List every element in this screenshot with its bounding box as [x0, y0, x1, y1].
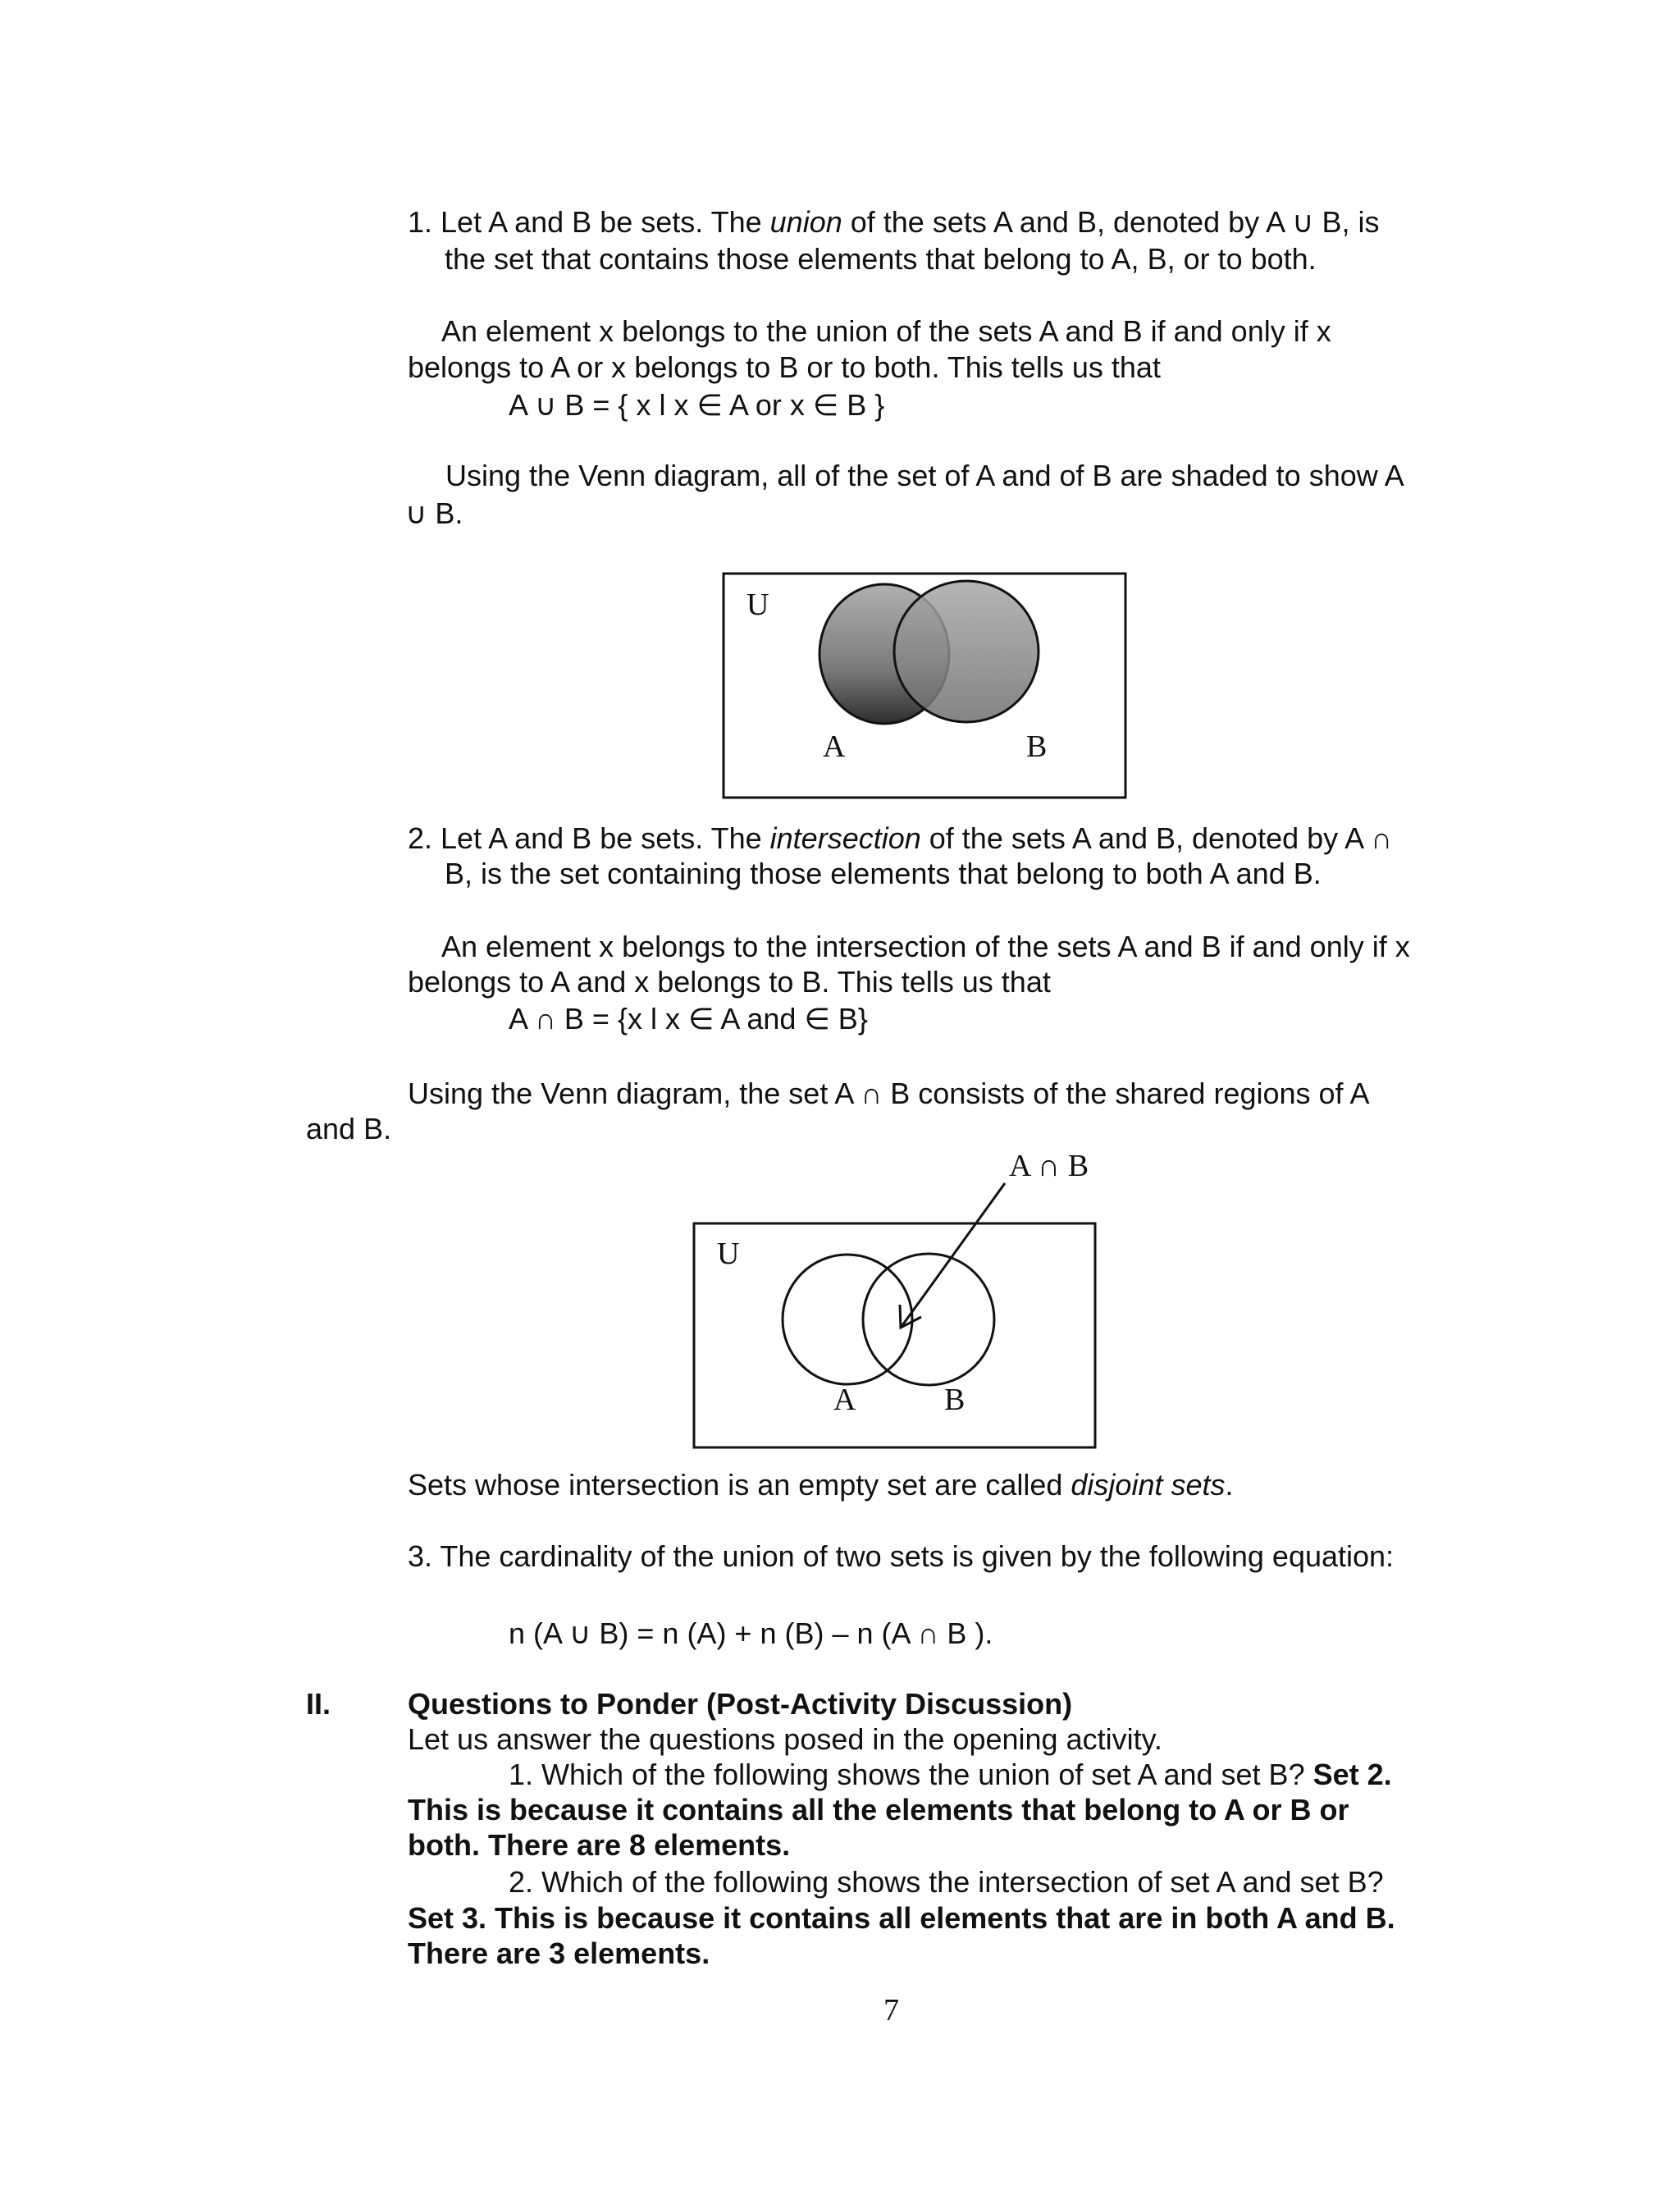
set-b-circle — [894, 581, 1039, 722]
union-membership-line2: belongs to A or x belongs to B or to both. This tells us that — [408, 350, 1161, 384]
intersection-venn-diagram — [689, 1141, 1099, 1452]
intersection-venn-caption-line2: and B. — [306, 1112, 392, 1145]
union-definition-line2: the set that contains those elements that belong to A, B, or to both. — [445, 242, 1317, 276]
question-2: 2. Which of the following shows the intersection of set A and set B? — [509, 1865, 1384, 1899]
union-membership-line1: An element x belongs to the union of the sets A and B if and only if x — [441, 314, 1331, 348]
union-term: union — [769, 205, 842, 239]
set-a-label: A — [833, 1383, 856, 1417]
union-formula: A ∪ B = { x l x ∈ A or x ∈ B } — [509, 388, 885, 422]
question-2-answer-line2: There are 3 elements. — [408, 1936, 710, 1970]
cardinality-statement: 3. The cardinality of the union of two sets is given by the following equation: — [408, 1539, 1395, 1573]
union-venn-caption-line2: ∪ B. — [405, 496, 463, 530]
disjoint-sets-sentence — [408, 1467, 1234, 1503]
intersection-def-text-end: of the sets A and B, denoted by A ∩ — [920, 821, 1393, 855]
universe-label: U — [717, 1237, 740, 1271]
intersection-def-text: 2. Let A and B be sets. The — [408, 821, 770, 855]
universe-box — [694, 1223, 1095, 1447]
intersection-definition-line1 — [408, 821, 1392, 857]
set-b-label: B — [944, 1383, 966, 1417]
set-b-label: B — [1026, 729, 1048, 764]
union-def-text: 1. Let A and B be sets. The — [408, 205, 770, 239]
disjoint-text: Sets whose intersection is an empty set are called — [408, 1468, 1071, 1502]
section-ii-intro: Let us answer the questions posed in the opening activity. — [408, 1722, 1162, 1756]
intersection-formula: A ∩ B = {x l x ∈ A and ∈ B} — [509, 1002, 868, 1036]
question-1 — [509, 1757, 1392, 1793]
intersection-membership-line1: An element x belongs to the intersection of the sets A and B if and only if x — [441, 930, 1410, 963]
question-1-text: 1. Which of the following shows the union of set A and set B? — [509, 1758, 1313, 1791]
question-1-answer-start: Set 2. — [1312, 1758, 1392, 1791]
union-definition-line1 — [408, 204, 1380, 240]
question-2-answer-line1: Set 3. This is because it contains all elements that are in both A and B. — [408, 1901, 1395, 1935]
question-1-answer-line2: This is because it contains all the elements that belong to A or B or — [408, 1793, 1349, 1827]
intersection-definition-line2: B, is the set containing those elements that belong to both A and B. — [445, 857, 1322, 890]
disjoint-term: disjoint sets — [1071, 1468, 1226, 1502]
section-ii-numeral: II. — [306, 1687, 331, 1721]
union-venn-diagram — [722, 572, 1128, 800]
question-1-answer-line3: both. There are 8 elements. — [408, 1828, 791, 1862]
page-number: 7 — [883, 1993, 899, 2028]
disjoint-period: . — [1225, 1468, 1234, 1502]
intersection-venn-caption-line1: Using the Venn diagram, the set A ∩ B consists of the shared regions of A — [408, 1077, 1370, 1110]
union-def-text-end: of the sets A and B, denoted by A ∪ B, is — [842, 205, 1380, 239]
intersection-callout-label: A ∩ B — [1009, 1149, 1089, 1183]
intersection-membership-line2: belongs to A and x belongs to B. This tells us that — [408, 965, 1051, 999]
intersection-term: intersection — [769, 821, 921, 855]
union-venn-caption-line1: Using the Venn diagram, all of the set of A and of B are shaded to show A — [445, 459, 1404, 492]
universe-label: U — [746, 588, 769, 622]
cardinality-formula: n (A ∪ B) = n (A) + n (B) – n (A ∩ B ). — [509, 1616, 993, 1650]
section-ii-heading: Questions to Ponder (Post-Activity Discussion) — [408, 1687, 1073, 1721]
set-a-label: A — [823, 729, 846, 764]
